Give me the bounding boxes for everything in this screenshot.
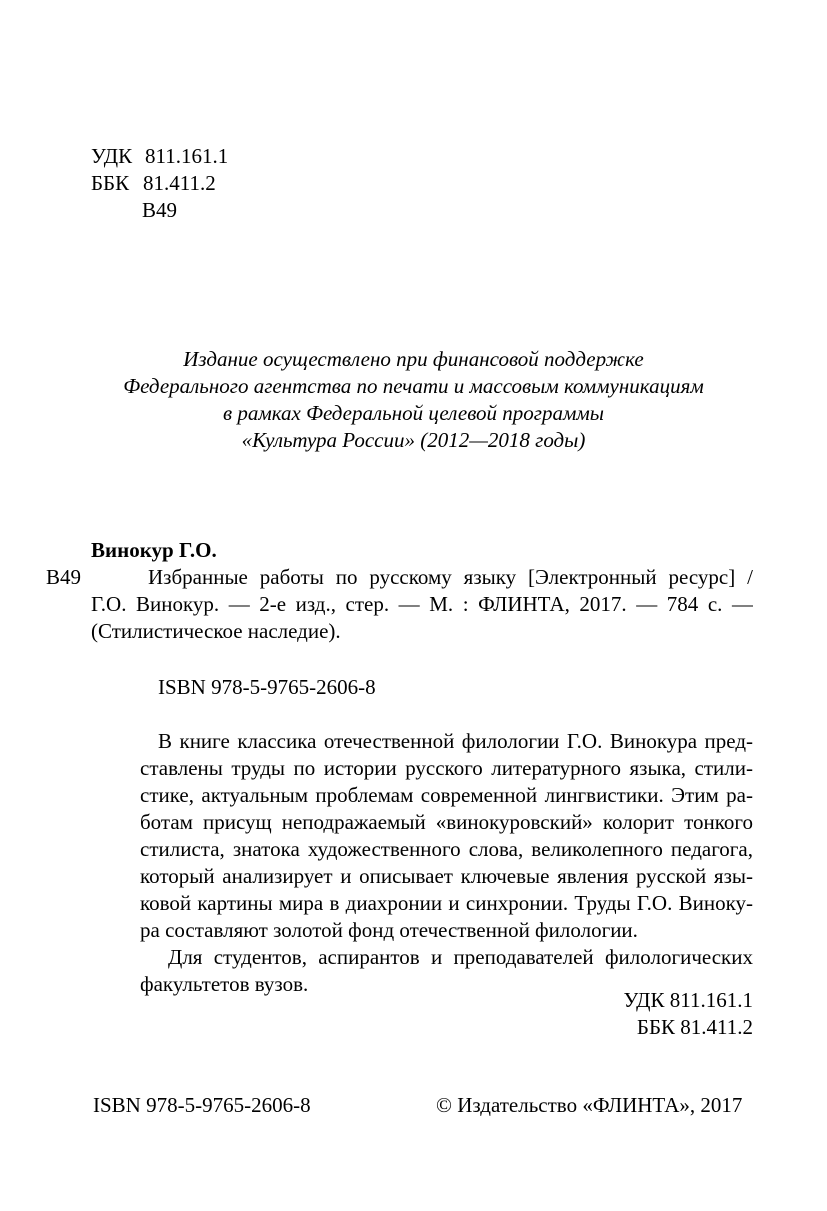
description-line: Г.О. Винокур. — 2-е изд., стер. — М. : ФЛИНТА, 2017. — 784 с. —	[91, 592, 753, 616]
bbk-value: 81.411.2	[143, 171, 216, 195]
annotation-line: который анализирует и описывает ключевые явления русской язы-	[140, 864, 753, 888]
isbn-record: ISBN 978-5-9765-2606-8	[158, 675, 376, 699]
udk-value: 811.161.1	[145, 144, 229, 168]
author-name: Винокур Г.О.	[91, 538, 217, 562]
udk-annotation: УДК 811.161.1	[623, 988, 753, 1012]
udk-label: УДК	[91, 144, 133, 168]
description-line: Избранные работы по русскому языку [Электронный ресурс] /	[148, 565, 753, 589]
funding-line: Издание осуществлено при финансовой поддержке	[183, 347, 644, 371]
annotation-line: факультетов вузов.	[140, 972, 309, 996]
bbk-annotation: ББК 81.411.2	[636, 1015, 753, 1039]
annotation-line: ставлены труды по истории русского литературного языка, стили-	[140, 756, 753, 780]
isbn-footer: ISBN 978-5-9765-2606-8	[93, 1093, 311, 1117]
copyright: © Издательство «ФЛИНТА», 2017	[436, 1093, 743, 1117]
cutter-mark-left: В49	[46, 565, 82, 589]
funding-line: «Культура России» (2012—2018 годы)	[241, 428, 586, 452]
cutter-mark: В49	[142, 198, 178, 222]
annotation-line: ботам присущ неподражаемый «винокуровский» колорит тонкого	[140, 810, 753, 834]
funding-line: в рамках Федеральной целевой программы	[222, 401, 605, 425]
annotation-line: ковой картины мира в диахронии и синхронии. Труды Г.О. Виноку-	[140, 891, 753, 915]
description-line: (Стилистическое наследие).	[91, 619, 341, 643]
annotation-line: Для студентов, аспирантов и преподавателей филологических	[168, 945, 753, 969]
funding-line: Федерального агентства по печати и массовым коммуникациям	[123, 374, 704, 398]
bbk-label: ББК	[91, 171, 130, 195]
annotation-line: стилиста, знатока художественного слова, великолепного педагога,	[140, 837, 753, 861]
annotation-line: стике, актуальным проблемам современной лингвистики. Этим ра-	[140, 783, 753, 807]
annotation-line: ра составляют золотой фонд отечественной филологии.	[140, 918, 638, 942]
annotation-line: В книге классика отечественной филологии Г.О. Винокура пред-	[158, 729, 753, 753]
